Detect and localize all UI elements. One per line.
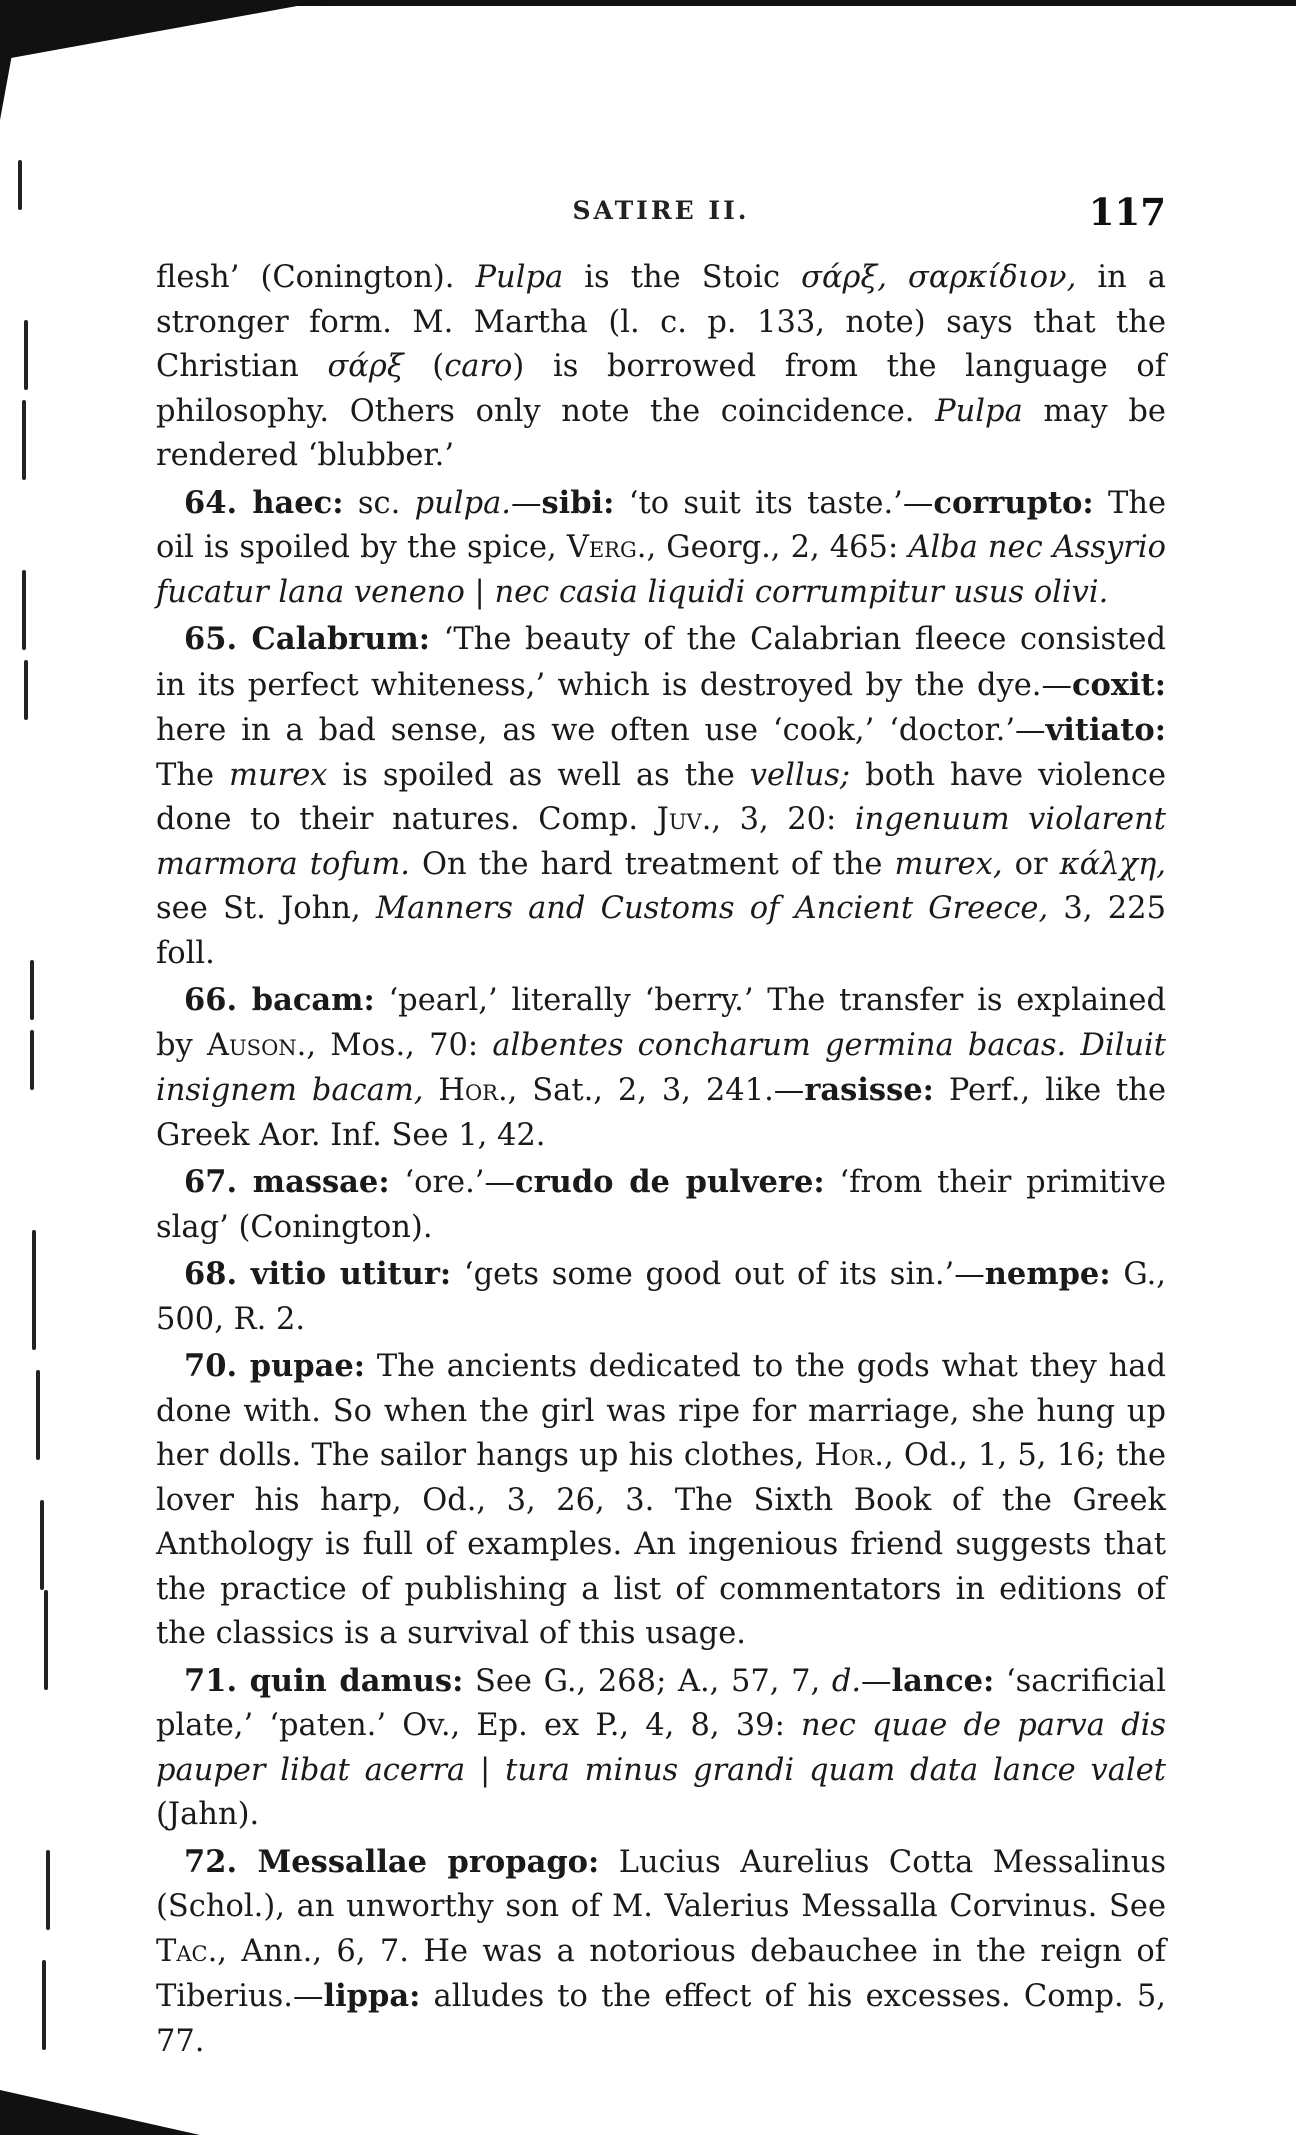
scan-mark [42, 1960, 46, 2050]
italic-text: pulpa. [414, 485, 511, 521]
lemma: corrupto: [933, 484, 1094, 521]
note-68 [156, 1252, 1166, 1342]
text-run: (Jahn). [156, 1797, 260, 1832]
text-run: Perf., like the Greek Aor. Inf. See 1, 42. [156, 1073, 1166, 1153]
text-run: ‘sacrificial plate,’ ‘paten.’ Ov., Ep. ex P., 4, 8, 39: [156, 1663, 1166, 1743]
lemma: 71. quin damus: [184, 1662, 464, 1699]
italic-text: albentes concharum germina bacas. Diluit insignem bacam, [156, 1027, 1166, 1108]
text-run: here in a bad sense, as we often use ‘cook,’ ‘doctor.’— [156, 713, 1046, 748]
paragraph-continuation [156, 256, 1166, 479]
scan-mark [22, 570, 26, 650]
italic-text: σάρξ, σαρκίδιον, [801, 260, 1077, 295]
text-run [423, 1073, 438, 1108]
author-abbrev: Juv. [656, 802, 712, 837]
scan-mark [24, 660, 28, 720]
note-64 [156, 481, 1166, 616]
text-run: alludes to the effect of his excesses. Comp. 5, 77. [156, 1979, 1166, 2059]
lemma: sibi: [541, 484, 615, 521]
running-head: SATIRE II. [572, 196, 750, 225]
text-run: Lucius Aurelius Cotta Messalinus (Schol.), an unworthy son of M. Valerius Messalla Corvinus. See [156, 1844, 1166, 1924]
italic-text: κάλχη, [1059, 846, 1166, 882]
italic-text: nec quae de parva dis pauper libat acerra | tura minus grandi quam data lance valet [156, 1708, 1166, 1788]
italic-text: murex, [894, 846, 1003, 882]
scan-mark [32, 1230, 36, 1350]
italic-text: Manners and Customs of Ancient Greece, [375, 891, 1049, 926]
lemma: lippa: [323, 1978, 421, 2014]
commentary-text [156, 256, 1166, 2064]
text-run: , Sat., 2, 3, 241.— [507, 1073, 805, 1108]
text-run: may be rendered ‘blubber.’ [156, 393, 1166, 473]
text-run: The [156, 757, 230, 793]
text-run: is the Stoic [563, 260, 802, 295]
text-run: flesh’ (Conington). [156, 260, 476, 295]
text-run: 3, 225 foll. [156, 891, 1166, 971]
text-run: ‘The beauty of the Calabrian fleece consisted in its perfect whiteness,’ which is destroyed by the dye.— [156, 622, 1166, 703]
text-run: , 3, 20: [711, 802, 855, 837]
scan-mark [30, 1030, 34, 1090]
lemma: rasisse: [804, 1072, 934, 1108]
italic-text: caro [444, 349, 513, 384]
note-67 [156, 1160, 1166, 1250]
note-72 [156, 1840, 1166, 2065]
scan-corner-top [0, 0, 330, 60]
scan-mark [30, 960, 34, 1020]
text-run: both have violence done to their natures. Comp. [156, 757, 1166, 837]
note-70 [156, 1344, 1166, 1657]
author-abbrev: Auson. [206, 1027, 307, 1063]
lemma: nempe: [984, 1256, 1111, 1292]
italic-text: ingenuum violarent marmora tofum. [156, 802, 1166, 882]
text-run: The ancients dedicated to the gods what they had done with. So when the girl was ripe for marriage, she hung up her dolls. The sailor hangs up his clothes, [156, 1349, 1166, 1473]
note-66 [156, 978, 1166, 1158]
lemma: 70. pupae: [184, 1348, 366, 1384]
text-run: On the hard treatment of the [409, 846, 895, 882]
text-run: , Mos., 70: [306, 1027, 493, 1063]
text-run: The oil is spoiled by the spice, [156, 485, 1167, 565]
italic-text: σάρξ [327, 349, 404, 384]
lemma: lance: [891, 1662, 995, 1699]
scan-corner-left [0, 0, 22, 120]
italic-text: Pulpa [935, 393, 1023, 429]
lemma: vitiato: [1045, 712, 1166, 748]
text-run: ‘gets some good out of its sin.’— [451, 1257, 985, 1292]
lemma: 68. vitio utitur: [184, 1256, 452, 1292]
lemma: 72. Messallae propago: [184, 1843, 600, 1880]
italic-text: Alba nec Assyrio fucatur lana veneno | nec casia liquidi corrumpitur usus olivi. [156, 530, 1166, 610]
author-abbrev: Hor. [438, 1073, 508, 1108]
text-run: or [1002, 846, 1060, 882]
scan-mark [46, 1850, 50, 1930]
text-run: ‘ore.’— [389, 1165, 515, 1200]
scan-mark [44, 1590, 48, 1690]
text-run: , Od., 1, 5, 16; the lover his harp, Od., 3, 26, 3. The Sixth Book of the Greek Anthology is full of examples. An ingenious friend suggests that the practice of publishing a list of commentators in editions of the classics is a survival of this usage. [156, 1438, 1167, 1651]
note-65 [156, 617, 1166, 976]
author-abbrev: Tac. [156, 1933, 218, 1969]
note-71 [156, 1659, 1166, 1838]
text-run: ‘pearl,’ literally ‘berry.’ The transfer is explained by [156, 983, 1166, 1063]
text-run: ‘from their primitive slag’ (Conington). [156, 1165, 1167, 1245]
text-run: is spoiled as well as the [327, 757, 750, 793]
text-run: , Georg., 2, 465: [646, 530, 909, 565]
scan-corner-bottom [0, 2090, 200, 2135]
text-run: See G., 268; A., 57, 7, [463, 1663, 832, 1699]
text-run: — [510, 485, 542, 521]
lemma: 65. Calabrum: [184, 621, 431, 657]
author-abbrev: Hor. [814, 1438, 884, 1473]
italic-text: d. [831, 1663, 862, 1699]
text-run: , Ann., 6, 7. He was a notorious debauchee in the reign of Tiberius.— [156, 1933, 1166, 2014]
scan-mark [24, 320, 28, 390]
book-page [156, 190, 1166, 2066]
text-run: ( [403, 349, 445, 384]
scan-mark [22, 400, 26, 480]
scan-mark [18, 160, 22, 210]
author-abbrev: Verg. [566, 530, 647, 565]
scan-mark [40, 1500, 44, 1590]
lemma: coxit: [1071, 666, 1166, 703]
text-run: ) is borrowed from the language of philosophy. Others only note the coincidence. [156, 349, 1166, 429]
italic-text: vellus; [749, 757, 851, 793]
lemma: 67. massae: [184, 1164, 390, 1200]
page-header [156, 190, 1166, 238]
lemma: crudo de pulvere: [515, 1164, 825, 1200]
text-run: sc. [343, 485, 415, 521]
text-run: G., 500, R. 2. [156, 1257, 1166, 1337]
scan-mark [36, 1370, 40, 1460]
text-run: ‘to suit its taste.’— [614, 485, 934, 521]
lemma: 64. haec: [184, 484, 344, 521]
italic-text: Pulpa [475, 260, 564, 295]
italic-text: murex [229, 757, 328, 793]
text-run: in a stronger form. M. Martha (l. c. p. 133, note) says that the Christian [156, 260, 1166, 384]
text-run: — [861, 1663, 892, 1699]
lemma: 66. bacam: [184, 982, 375, 1018]
text-run: see St. John, [156, 891, 376, 926]
page-number: 117 [1088, 190, 1166, 234]
